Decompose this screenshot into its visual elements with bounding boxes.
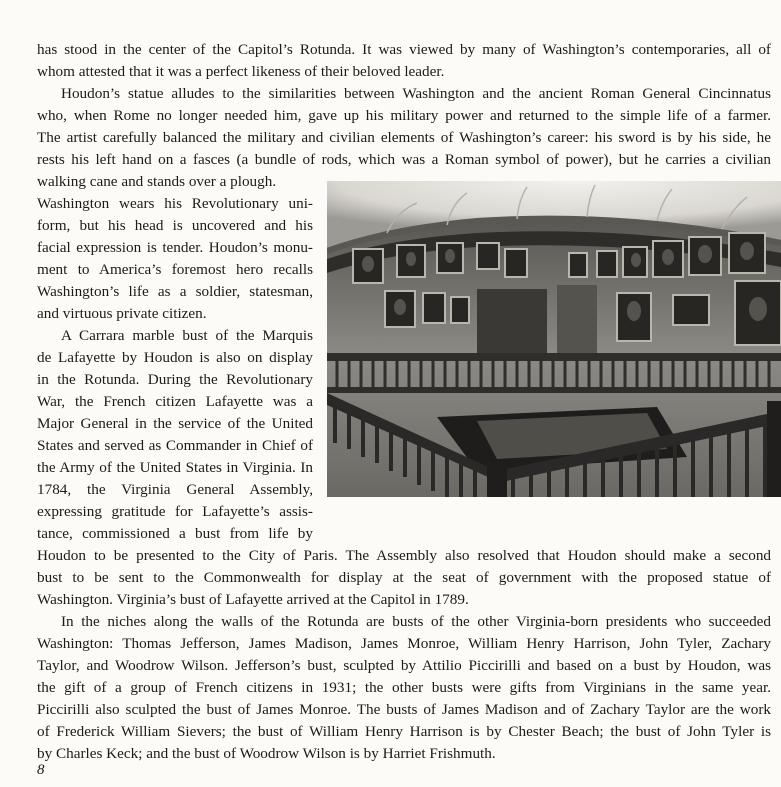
- text-line: Taylor, and Woodrow Wilson. Jefferson’s bust, sculpted by Attilio Piccirilli and based on a bust by Houdon, was: [37, 657, 771, 674]
- text-line: 1784, the Virginia General Assembly,: [37, 481, 313, 498]
- text-line: rests his left hand on a fasces (a bundle of rods, which was a Roman symbol of power), but he carries a civilian: [37, 151, 771, 168]
- text-line: who, when Rome no longer needed him, gave up his military power and returned to the simple life of a farmer.: [37, 107, 771, 124]
- text-line: in the Rotunda. During the Revolutionary: [37, 371, 313, 388]
- text-line: tance, commissioned a bust from life by: [37, 525, 313, 542]
- text-line: War, the French citizen Lafayette was a: [37, 393, 313, 410]
- text-line: facial expression is tender. Houdon’s monu-: [37, 239, 313, 256]
- text-line: Washington’s life as a soldier, statesman,: [37, 283, 313, 300]
- text-line: Houdon to be presented to the City of Paris. The Assembly also resolved that Houdon should make a second: [37, 547, 771, 564]
- text-line: A Carrara marble bust of the Marquis: [61, 327, 313, 344]
- text-line: expressing gratitude for Lafayette’s assis-: [37, 503, 313, 520]
- text-line: In the niches along the walls of the Rotunda are busts of the other Virginia-born presidents who succeeded: [61, 613, 771, 630]
- text-line: bust to be sent to the Commonwealth for display at the seat of government with the proposed statue of: [37, 569, 771, 586]
- text-line: form, but his head is uncovered and his: [37, 217, 313, 234]
- page-number: 8: [37, 762, 45, 778]
- text-line: Piccirilli also sculpted the bust of James Monroe. The busts of James Madison and of Zachary Taylor are the work: [37, 701, 771, 718]
- text-line: de Lafayette by Houdon is also on display: [37, 349, 313, 366]
- text-line: Houdon’s statue alludes to the similarities between Washington and the ancient Roman General Cincinnatus: [61, 85, 771, 102]
- text-line: walking cane and stands over a plough.: [37, 173, 277, 190]
- text-line: The artist carefully balanced the military and civilian elements of Washington’s career: his sword is by his side, he: [37, 129, 771, 146]
- text-line: whom attested that it was a perfect likeness of their beloved leader.: [37, 63, 445, 80]
- text-line: of Frederick William Sievers; the bust of William Henry Harrison is by Chester Beach; the bust of John Tyler is: [37, 723, 771, 740]
- text-line: the Army of the United States in Virginia. In: [37, 459, 313, 476]
- text-line: by Charles Keck; and the bust of Woodrow Wilson is by Harriet Frishmuth.: [37, 745, 496, 762]
- text-line: Washington: Thomas Jefferson, James Madison, James Monroe, William Henry Harrison, John Tyler, Zachary: [37, 635, 771, 652]
- text-line: ment to America’s foremost hero recalls: [37, 261, 313, 278]
- text-line: has stood in the center of the Capitol’s Rotunda. It was viewed by many of Washington’s contemporaries, all of: [37, 41, 771, 58]
- text-line: the gift of a group of French citizens in 1931; the other busts were gifts from Virginians in the same year.: [37, 679, 771, 696]
- rotunda-photograph: [327, 181, 781, 497]
- text-line: Washington. Virginia’s bust of Lafayette arrived at the Capitol in 1789.: [37, 591, 469, 608]
- text-line: Major General in the service of the United: [37, 415, 313, 432]
- text-line: Washington wears his Revolutionary uni-: [37, 195, 313, 212]
- text-line: States and served as Commander in Chief of: [37, 437, 313, 454]
- text-line: and virtuous private citizen.: [37, 305, 207, 322]
